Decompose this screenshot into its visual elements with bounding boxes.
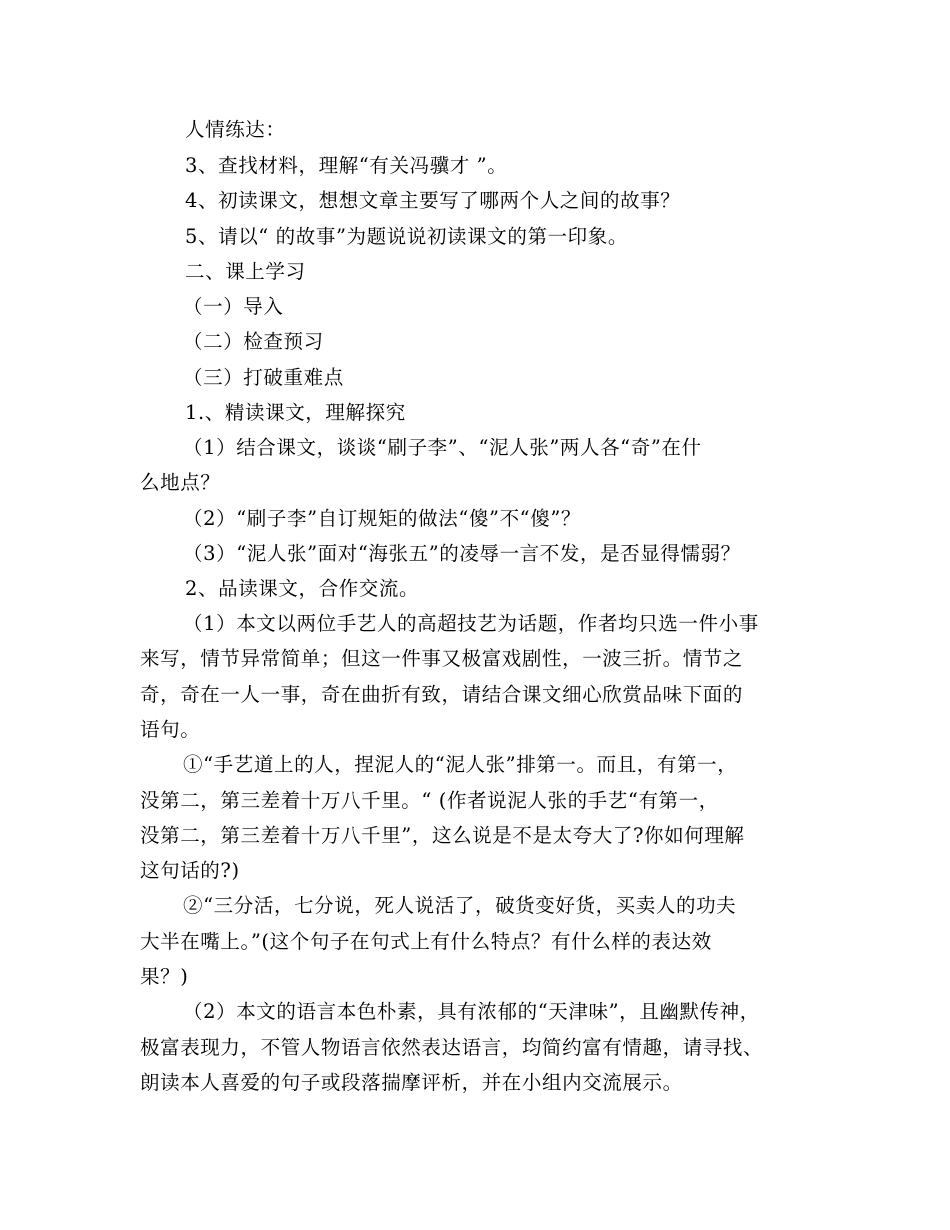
section-heading: 二、课上学习 (185, 260, 306, 283)
text-line: （2）本文的语言本色朴素，具有浓郁的“天津味”，且幽默传神， (183, 1000, 760, 1023)
text-line: 4、初读课文，想想文章主要写了哪两个人之间的故事？ (185, 189, 681, 212)
text-line: 语句。 (140, 718, 201, 741)
subsection-heading: （二）检查预习 (183, 330, 324, 353)
text-line: （1）本文以两位手艺人的高超技艺为话题，作者均只选一件小事 (183, 612, 759, 635)
text-line: 5、请以“ 的故事”为题说说初读课文的第一印象。 (185, 225, 628, 248)
text-line: 3、查找材料，理解“有关冯骥才 ”。 (185, 154, 508, 177)
text-line: 大半在嘴上。”(这个句子在句式上有什么特点？有什么样的表达效 (140, 930, 712, 953)
text-line: ②“三分活，七分说，死人说活了，破货变好货，买卖人的功夫 (183, 894, 737, 917)
text-line: ①“手艺道上的人，捏泥人的“泥人张”排第一。而且，有第一， (183, 753, 738, 776)
text-line: 没第二，第三差着十万八千里”，这么说是不是太夸大了?你如何理解 (140, 824, 745, 847)
text-line: 果？) (140, 965, 189, 988)
text-line: 人情练达： (185, 118, 286, 141)
text-line: 2、品读课文，合作交流。 (185, 577, 420, 600)
text-line: （3）“泥人张”面对“海张五”的凌辱一言不发，是否显得懦弱？ (183, 542, 741, 565)
text-line: 1.、精读课文，理解探究 (185, 401, 406, 424)
text-line: （2）“刷子李”自订规矩的做法“傻”不“傻”？ (183, 507, 582, 530)
text-line: 来写，情节异常简单；但这一件事又极富戏剧性，一波三折。情节之 (140, 647, 744, 670)
text-line: 这句话的?) (140, 859, 240, 882)
subsection-heading: （三）打破重难点 (183, 366, 344, 389)
text-line: （1）结合课文，谈谈“刷子李”、“泥人张”两人各“奇”在什 (183, 436, 702, 459)
text-line: 奇，奇在一人一事，奇在曲折有致，请结合课文细心欣赏品味下面的 (140, 683, 744, 706)
text-line: 么地点？ (140, 471, 221, 494)
text-line: 朗读本人喜爱的句子或段落揣摩评析，并在小组内交流展示。 (140, 1071, 683, 1094)
text-line: 没第二，第三差着十万八千里。“ (作者说泥人张的手艺“有第一， (140, 789, 719, 812)
text-line: 极富表现力，不管人物语言依然表达语言，均简约富有情趣，请寻找、 (140, 1036, 764, 1059)
subsection-heading: （一）导入 (183, 295, 284, 318)
